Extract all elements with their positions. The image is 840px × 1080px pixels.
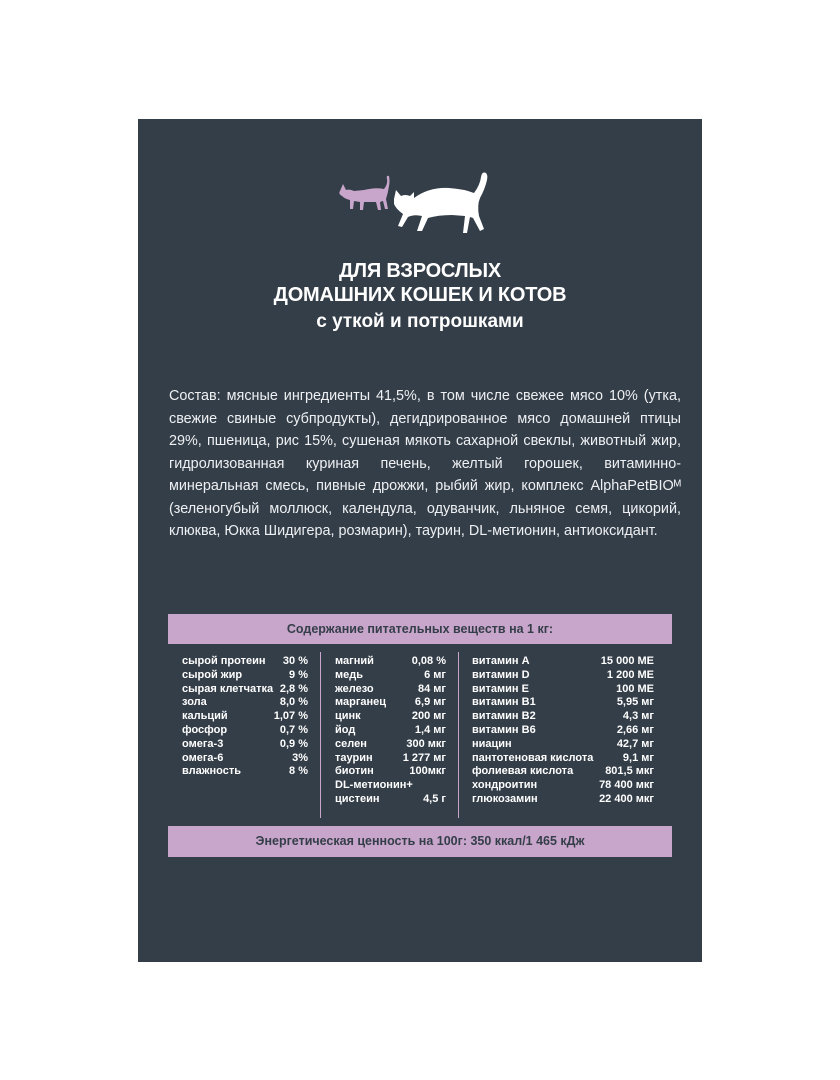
nutrient-row xyxy=(168,765,320,779)
nutrient-value: 6 мг xyxy=(424,668,446,681)
nutrient-value: 30 % xyxy=(282,655,308,667)
nutrient-name: марганец xyxy=(335,696,387,709)
nutrient-value: 1 200 МЕ xyxy=(606,668,654,681)
nutrient-value: 3% xyxy=(292,751,308,764)
nutrient-name: витамин D xyxy=(472,668,530,681)
nutrient-value: 100 МЕ xyxy=(616,682,654,695)
nutrient-row xyxy=(320,710,458,724)
nutrient-value: 9,1 мг xyxy=(622,751,654,764)
nutrient-name: таурин xyxy=(335,751,373,764)
nutrient-row xyxy=(320,655,458,669)
nutrient-name: магний xyxy=(335,655,374,667)
nutrient-name: витамин А xyxy=(472,655,530,667)
nutrient-row xyxy=(168,683,320,697)
nutrient-name: железо xyxy=(335,682,374,695)
nutrient-row xyxy=(458,669,672,683)
nutrient-row xyxy=(458,738,672,752)
nutrient-name: сырой протеин xyxy=(182,655,266,667)
energy-value-band: Энергетическая ценность на 100г: 350 ккал/1 465 кДж xyxy=(168,826,672,857)
nutrient-row xyxy=(458,683,672,697)
nutrient-value: 6,9 мг xyxy=(414,696,446,709)
nutrients-title-band: Содержание питательных веществ на 1 кг: xyxy=(168,614,672,644)
nutrient-value: 15 000 МЕ xyxy=(600,655,654,667)
nutrient-name: кальций xyxy=(182,710,228,723)
nutrient-row xyxy=(168,738,320,752)
nutrient-name: пантотеновая кислота xyxy=(472,751,594,764)
nutrient-row xyxy=(168,655,320,669)
nutrient-name: витамин В1 xyxy=(472,696,536,709)
nutrient-name: DL-метионин+ xyxy=(335,779,413,792)
nutrient-name: цистеин xyxy=(335,792,380,805)
nutrient-row xyxy=(458,779,672,793)
nutrient-value: 84 мг xyxy=(417,682,446,695)
nutrient-name: биотин xyxy=(335,765,374,778)
headline-subtitle: с уткой и потрошками xyxy=(316,311,524,332)
kitten-icon xyxy=(339,176,389,210)
nutrient-value: 0,7 % xyxy=(279,723,308,736)
nutrient-name: медь xyxy=(335,668,363,681)
nutrient-value: 0,08 % xyxy=(411,655,446,667)
nutrient-value: 200 мг xyxy=(411,710,446,723)
nutrient-row xyxy=(458,765,672,779)
nutrient-row xyxy=(458,710,672,724)
nutrient-name: сырая клетчатка xyxy=(182,682,274,695)
nutrient-value: 22 400 мкг xyxy=(599,792,654,805)
nutrient-row xyxy=(168,696,320,710)
nutrient-row xyxy=(168,669,320,683)
nutrient-row xyxy=(458,655,672,669)
nutrient-value: 0,9 % xyxy=(279,737,308,750)
nutrient-name: хондроитин xyxy=(472,779,538,792)
nutrient-value: 4,3 мг xyxy=(622,710,654,723)
nutrient-row xyxy=(458,696,672,710)
nutrients-column-1 xyxy=(168,652,320,818)
nutrient-name: омега-6 xyxy=(182,751,224,764)
nutrients-column-2 xyxy=(320,652,458,818)
nutrient-name: фосфор xyxy=(182,723,228,736)
nutrient-name: глюкозамин xyxy=(472,792,538,805)
headline-line-2: ДОМАШНИХ КОШЕК И КОТОВ xyxy=(273,284,567,306)
nutrient-name: селен xyxy=(335,737,367,750)
nutrient-row xyxy=(458,752,672,766)
nutrient-name: витамин Е xyxy=(472,682,529,695)
nutrient-value: 4,5 г xyxy=(423,792,446,805)
composition-text: Состав: мясные ингредиенты 41,5%, в том числе свежее мясо 10% (утка, свежие свиные субпродукты), дегидрированное мясо домашней птицы 29%, пшеница, рис 15%, сушеная мякоть сахарной свеклы, животный жир, гидролизованная куриная печень, желтый горошек, витаминно-минеральная смесь, пивные дрожжи, рыбий жир, комплекс AlphaPetBIOᴹ (зеленогубый моллюск, календула, одуванчик, льняное семя, цикорий, клюква, Юкка Шидигера, розмарин), таурин, DL-метионин, антиоксидант. xyxy=(169,388,681,539)
nutrient-row xyxy=(168,710,320,724)
nutrient-name: цинк xyxy=(335,710,361,723)
headline-line-1: ДЛЯ ВЗРОСЛЫХ xyxy=(338,260,502,282)
nutrient-name: ниацин xyxy=(472,737,512,750)
nutrient-value: 1,07 % xyxy=(273,710,308,723)
nutrient-row xyxy=(320,696,458,710)
cat-icon xyxy=(394,173,487,234)
nutrient-name: витамин В6 xyxy=(472,723,536,736)
nutrient-value: 100мкг xyxy=(409,765,446,778)
nutrient-row xyxy=(168,752,320,766)
nutrient-value: 1,4 мг xyxy=(414,723,446,736)
nutrient-row xyxy=(320,724,458,738)
nutrients-table xyxy=(168,652,672,818)
nutrient-value: 801,5 мкг xyxy=(605,765,654,778)
nutrient-name: омега-3 xyxy=(182,737,224,750)
nutrients-column-3 xyxy=(458,652,672,818)
nutrient-name: зола xyxy=(182,696,207,709)
nutrient-value: 9 % xyxy=(289,668,308,681)
nutrient-value: 5,95 мг xyxy=(616,696,654,709)
nutrient-name: фолиевая кислота xyxy=(472,765,574,778)
nutrient-name: йод xyxy=(335,723,356,736)
product-headline xyxy=(138,259,702,335)
nutrient-value: 1 277 мг xyxy=(402,751,446,764)
nutrient-value: 42,7 мг xyxy=(616,737,654,750)
nutrient-row xyxy=(458,793,672,807)
nutrient-row xyxy=(320,738,458,752)
nutrient-name: влажность xyxy=(182,765,242,778)
nutrient-value: 8 % xyxy=(289,765,308,778)
nutrient-row xyxy=(458,724,672,738)
nutrient-name: сырой жир xyxy=(182,668,243,681)
nutrient-value: 8,0 % xyxy=(279,696,308,709)
nutrient-row xyxy=(320,793,458,807)
nutrient-row xyxy=(320,669,458,683)
nutrient-row xyxy=(320,683,458,697)
nutrient-value: 2,66 мг xyxy=(616,723,654,736)
package-back-panel xyxy=(138,119,702,962)
nutrient-value: 2,8 % xyxy=(279,682,308,695)
nutrient-name: витамин В2 xyxy=(472,710,536,723)
nutrient-row xyxy=(320,779,458,793)
nutrient-row xyxy=(320,752,458,766)
nutrient-value: 78 400 мкг xyxy=(599,779,654,792)
cats-illustration xyxy=(334,171,504,243)
nutrient-row xyxy=(168,724,320,738)
nutrient-row xyxy=(320,765,458,779)
nutrient-value: 300 мкг xyxy=(406,737,446,750)
